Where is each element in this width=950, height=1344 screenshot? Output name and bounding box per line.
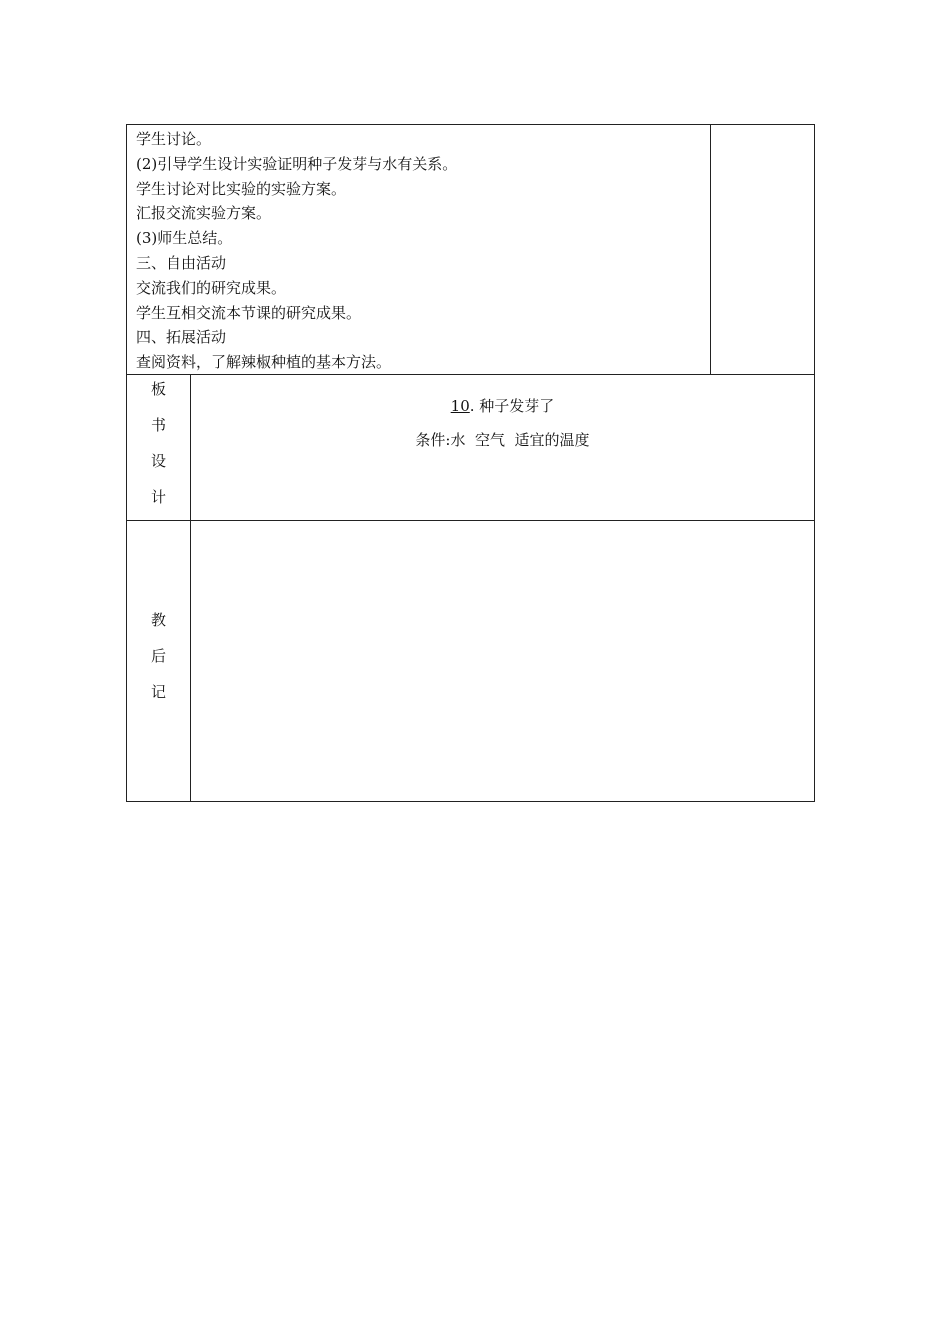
reflection-row [127,521,814,801]
process-line: (3)师生总结。 [136,229,233,248]
label-char: 教 [150,611,166,629]
process-line: 查阅资料，了解辣椒种植的基本方法。 [136,353,392,372]
label-char: 板 [150,380,166,398]
notes-column-cell [711,125,814,374]
board-title [191,395,814,417]
label-char: 记 [150,683,166,701]
label-char: 书 [150,416,166,434]
process-line: 交流我们的研究成果。 [136,278,287,297]
board-conditions: 条件:水 空气 适宜的温度 [415,431,590,449]
lesson-title: . 种子发芽了 [469,397,555,415]
board-design-label [127,375,191,520]
board-design-content [191,375,814,520]
reflection-label [127,521,191,801]
lesson-number: 10 [450,397,470,415]
label-char: 计 [150,488,166,506]
section-heading: 四、拓展活动 [136,328,227,347]
section-heading: 三、自由活动 [136,253,227,272]
board-design-row [127,375,814,521]
process-line: 汇报交流实验方案。 [136,204,272,223]
teaching-process-row [127,125,814,375]
teaching-process-content [127,125,711,374]
lesson-plan-table [126,124,815,802]
process-line: 学生互相交流本节课的研究成果。 [136,303,362,322]
reflection-content [191,521,814,801]
process-line: (2)引导学生设计实验证明种子发芽与水有关系。 [136,154,458,173]
process-line: 学生讨论。 [136,130,212,148]
process-line: 学生讨论对比实验的实验方案。 [136,179,347,198]
label-char: 设 [150,452,166,470]
label-char: 后 [150,647,166,665]
